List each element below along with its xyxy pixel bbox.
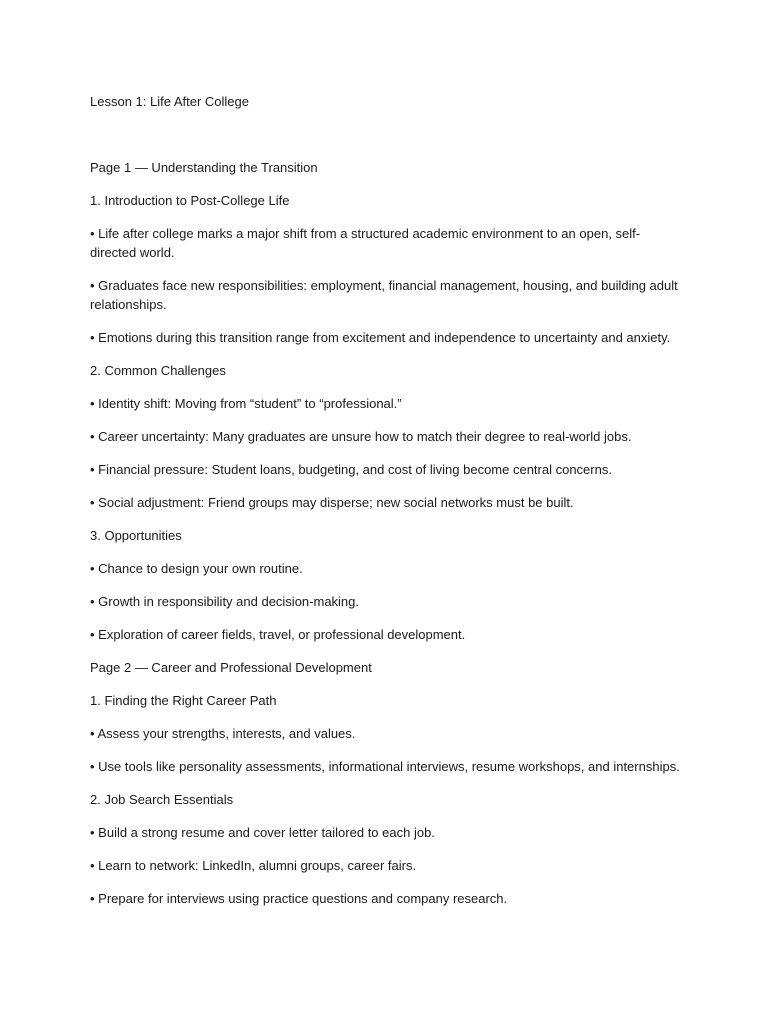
subsection-heading: 2. Job Search Essentials xyxy=(90,792,234,807)
bullet-item: • Prepare for interviews using practice questions and company research. xyxy=(90,891,508,906)
subsection-heading: 1. Introduction to Post-College Life xyxy=(90,193,290,208)
bullet-item: • Learn to network: LinkedIn, alumni groups, career fairs. xyxy=(90,858,417,873)
bullet-item: • Financial pressure: Student loans, budgeting, and cost of living become central concerns. xyxy=(90,462,612,477)
subsection-heading: 3. Opportunities xyxy=(90,528,182,543)
bullet-item: • Emotions during this transition range from excitement and independence to uncertainty and anxiety. xyxy=(90,330,671,345)
bullet-item: • Life after college marks a major shift from a structured academic environment to an open, self-directed world. xyxy=(90,226,641,260)
bullet-item: • Use tools like personality assessments, informational interviews, resume workshops, and internships. xyxy=(90,759,680,774)
bullet-item: • Career uncertainty: Many graduates are unsure how to match their degree to real-world jobs. xyxy=(90,429,632,444)
bullet-item: • Social adjustment: Friend groups may disperse; new social networks must be built. xyxy=(90,495,574,510)
bullet-item: • Graduates face new responsibilities: employment, financial management, housing, and building adult relationships. xyxy=(90,278,678,312)
section-heading: Page 2 — Career and Professional Development xyxy=(90,660,372,675)
subsection-heading: 2. Common Challenges xyxy=(90,363,226,378)
section-heading: Page 1 — Understanding the Transition xyxy=(90,160,318,175)
subsection-heading: 1. Finding the Right Career Path xyxy=(90,693,277,708)
document-page xyxy=(90,92,680,922)
bullet-item: • Identity shift: Moving from “student” to “professional.” xyxy=(90,396,402,411)
bullet-item: • Assess your strengths, interests, and values. xyxy=(90,726,356,741)
bullet-item: • Build a strong resume and cover letter tailored to each job. xyxy=(90,825,435,840)
bullet-item: • Exploration of career fields, travel, or professional development. xyxy=(90,627,466,642)
document-body xyxy=(90,158,680,908)
bullet-item: • Growth in responsibility and decision-making. xyxy=(90,594,360,609)
bullet-item: • Chance to design your own routine. xyxy=(90,561,303,576)
document-title: Lesson 1: Life After College xyxy=(90,94,249,109)
